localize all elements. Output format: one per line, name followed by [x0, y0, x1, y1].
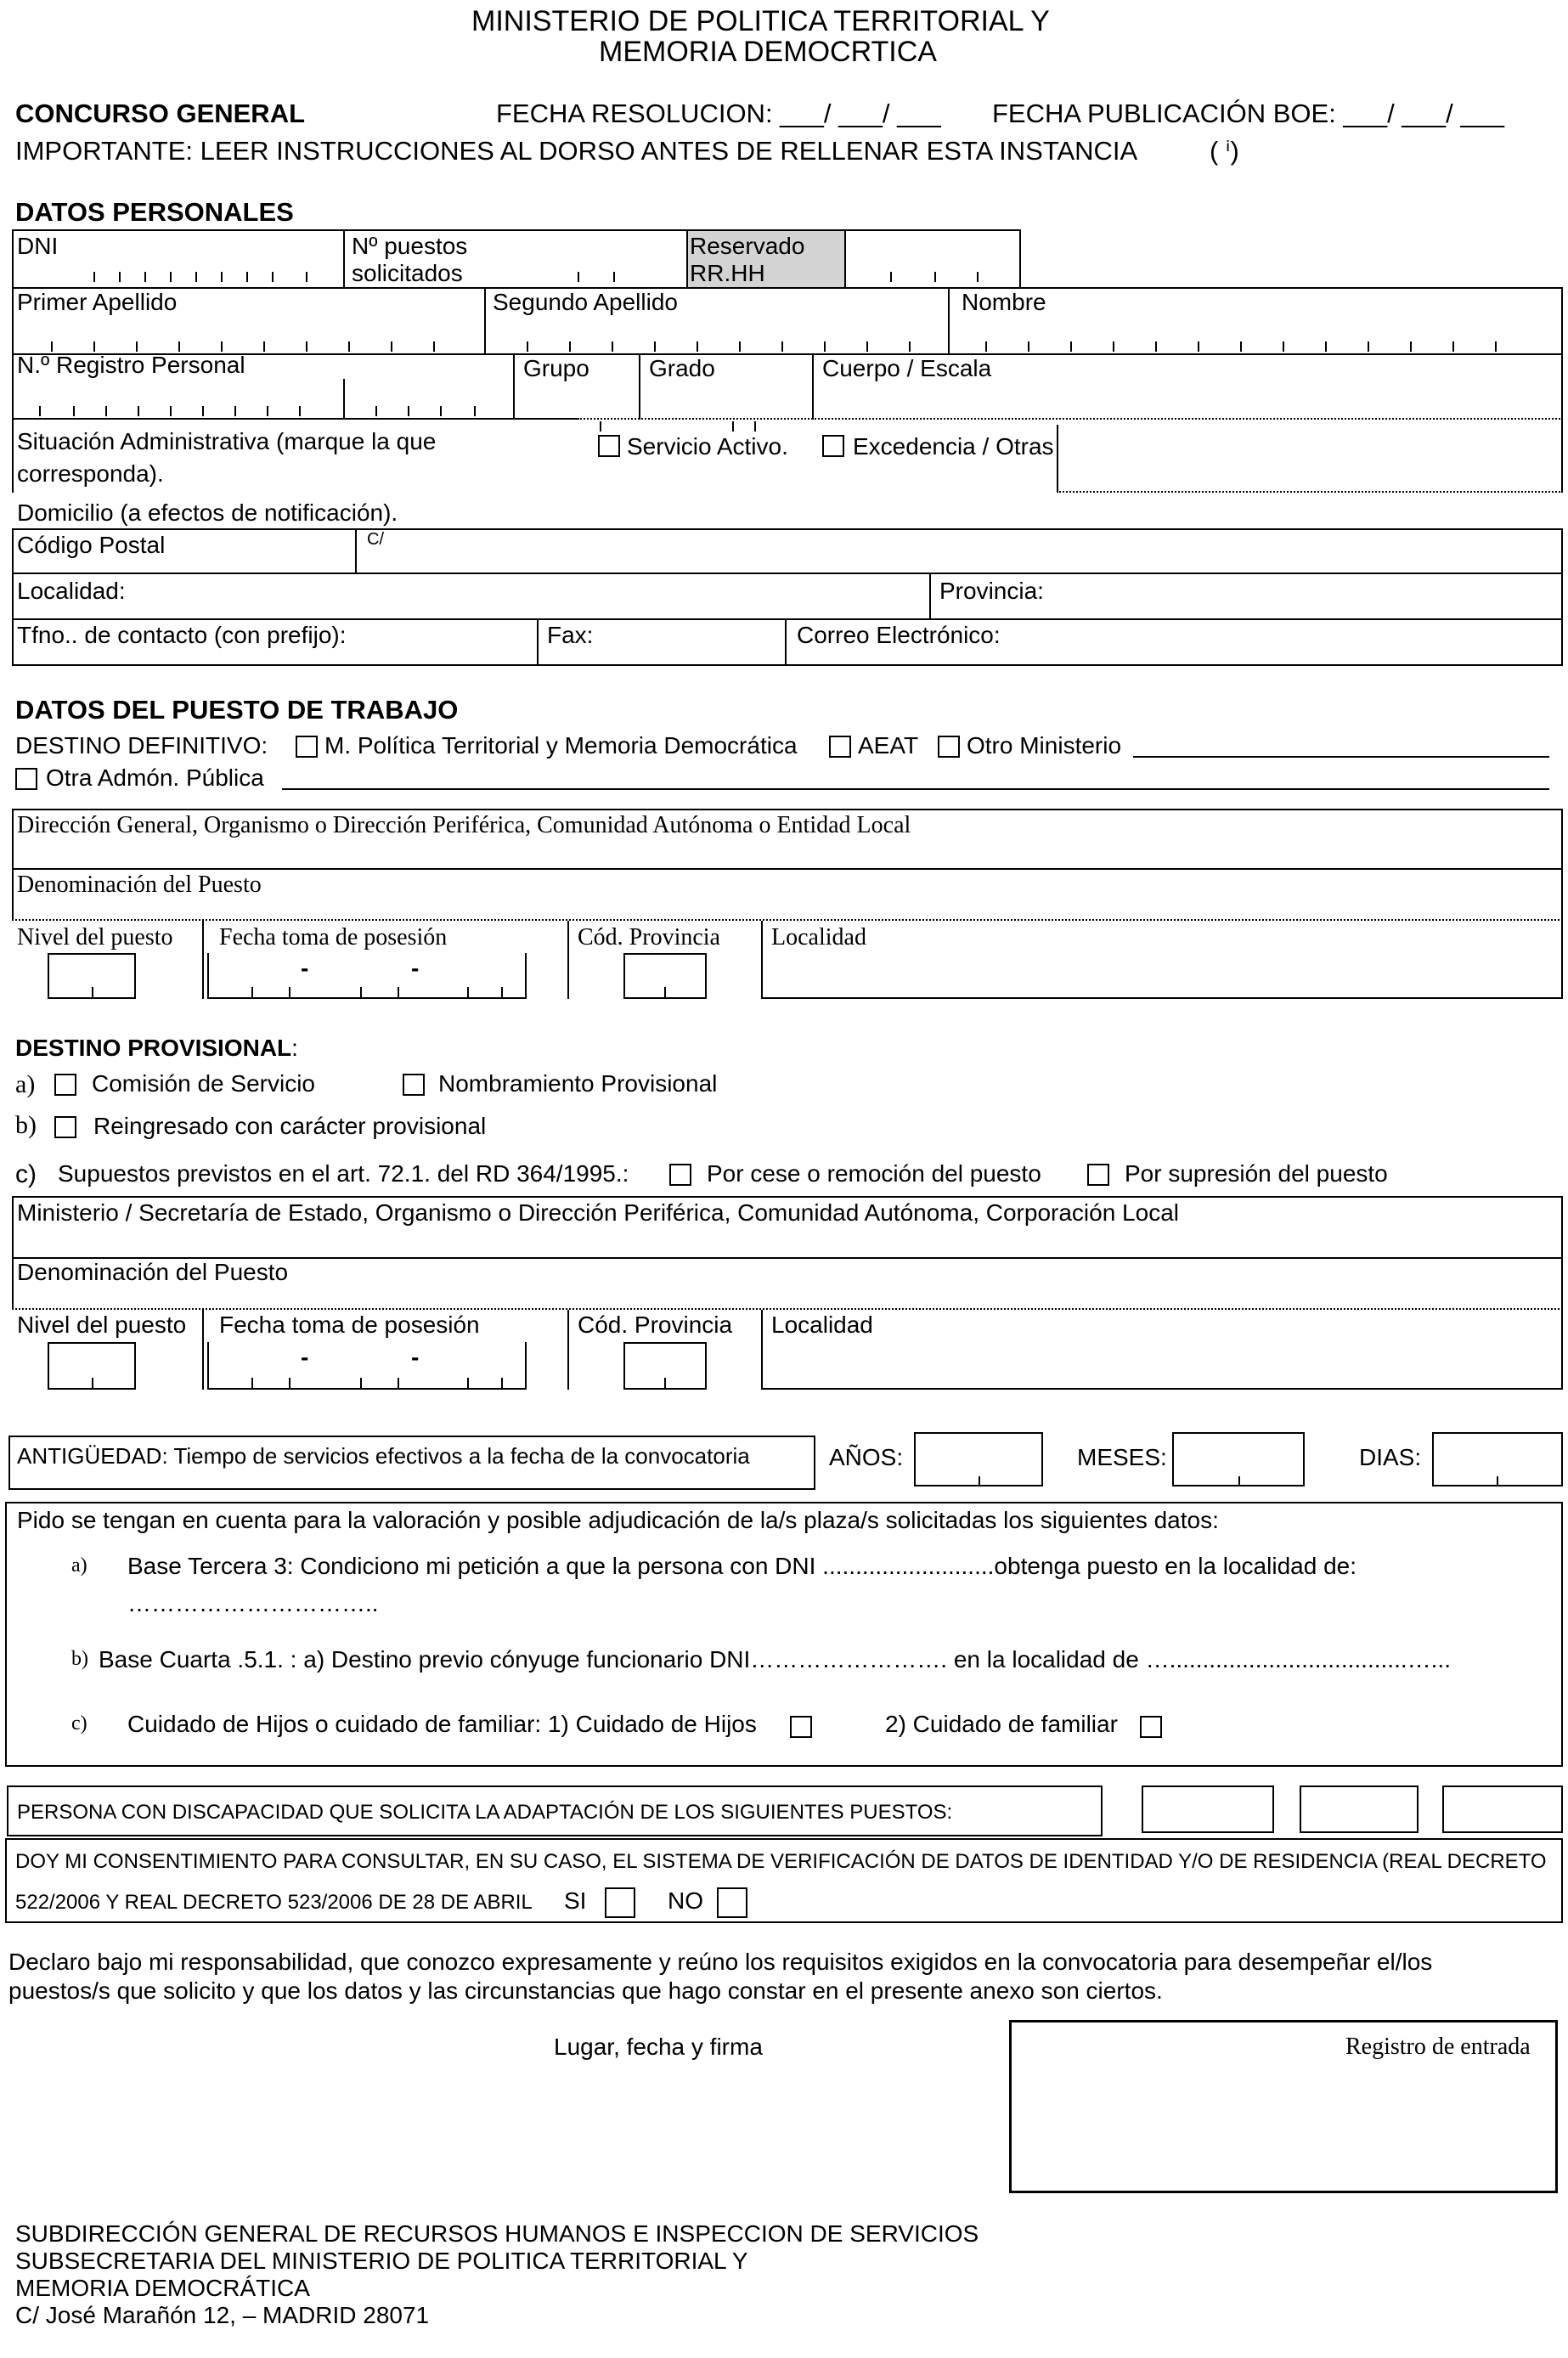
cod-provincia-prov-label: Cód. Provincia — [578, 1312, 733, 1338]
reingresado-checkbox[interactable] — [54, 1116, 76, 1138]
servicio-activo-checkbox[interactable] — [598, 435, 620, 457]
consentimiento-line2: 522/2006 Y REAL DECRETO 523/2006 DE 28 DE ABRIL — [15, 1891, 533, 1914]
cuidado-familiar-checkbox[interactable] — [1140, 1716, 1162, 1738]
reservado-rrhh-label-l2: RR.HH — [690, 260, 765, 286]
excedencia-checkbox[interactable] — [822, 435, 844, 457]
correo-label: Correo Electrónico: — [797, 622, 1001, 648]
localidad-label: Localidad: — [17, 578, 126, 604]
datos-personales-title: DATOS PERSONALES — [15, 197, 294, 227]
excedencia-label: Excedencia / Otras — [853, 433, 1054, 460]
otra-admon-label: Otra Admón. Pública — [46, 764, 264, 791]
cuidado-hijos-checkbox[interactable] — [790, 1716, 812, 1738]
footer-line1: SUBDIRECCIÓN GENERAL DE RECURSOS HUMANOS E INSPECCION DE SERVICIOS — [15, 2220, 979, 2247]
segundo-apellido-label: Segundo Apellido — [493, 289, 678, 315]
destino-provisional-text: DESTINO PROVISIONAL — [15, 1035, 292, 1061]
valoracion-a-label: a) — [71, 1554, 87, 1577]
antiguedad-label: ANTIGÜEDAD: Tiempo de servicios efectivos a la fecha de la convocatoria — [17, 1443, 750, 1469]
ministry-title-line1: MINISTERIO DE POLITICA TERRITORIAL Y — [471, 5, 1050, 37]
declaracion-line1: Declaro bajo mi responsabilidad, que conozco expresamente y reúno los requisitos exigidos en la convocatoria para desempeñar el/los — [8, 1949, 1433, 1975]
valoracion-a-text[interactable]: Base Tercera 3: Condiciono mi petición a que la persona con DNI ..........................obtenga puesto en la localidad de: — [127, 1553, 1356, 1579]
discapacidad-puesto-2[interactable] — [1300, 1785, 1419, 1833]
reservado-rrhh-label-l1: Reservado — [690, 233, 805, 259]
grupo-label: Grupo — [523, 355, 589, 381]
fecha-toma-prov-input[interactable] — [207, 1342, 527, 1390]
fecha-dash-2: - — [411, 955, 420, 981]
comision-servicio-label: Comisión de Servicio — [92, 1070, 315, 1097]
ministerio-checkbox[interactable] — [296, 736, 318, 758]
cuerpo-escala-label: Cuerpo / Escala — [822, 355, 992, 381]
fecha-publicacion-boe[interactable]: FECHA PUBLICACIÓN BOE: ___/ ___/ ___ — [992, 99, 1505, 128]
destino-provisional-colon: : — [291, 1035, 298, 1061]
cod-provincia-label: Cód. Provincia — [578, 924, 720, 951]
reingresado-label: Reingresado con carácter provisional — [93, 1113, 487, 1139]
supresion-label: Por supresión del puesto — [1125, 1160, 1388, 1187]
datos-puesto-title: DATOS DEL PUESTO DE TRABAJO — [15, 695, 459, 725]
meses-label: MESES: — [1077, 1444, 1167, 1470]
importante-footnote-ref: ( ⁱ) — [1210, 136, 1239, 166]
fecha-toma-prov-label: Fecha toma de posesión — [219, 1312, 480, 1338]
comision-servicio-checkbox[interactable] — [54, 1074, 76, 1096]
domicilio-label: Domicilio (a efectos de notificación). — [17, 499, 398, 526]
fecha-toma-label: Fecha toma de posesión — [219, 924, 448, 951]
otra-admon-checkbox[interactable] — [15, 768, 37, 790]
denominacion-label: Denominación del Puesto — [17, 872, 262, 898]
ministry-title-line2: MEMORIA DEMOCRTICA — [599, 36, 937, 68]
primer-apellido-label: Primer Apellido — [17, 289, 178, 315]
option-b-label: b) — [15, 1111, 37, 1139]
localidad-puesto-label: Localidad — [771, 924, 866, 951]
destino-definitivo-label: DESTINO DEFINITIVO: — [15, 732, 268, 759]
ministerio-secretaria-label: Ministerio / Secretaría de Estado, Organismo o Dirección Periférica, Comunidad Autónoma, Corporación Local — [17, 1199, 1179, 1226]
fecha-resolucion[interactable]: FECHA RESOLUCION: ___/ ___/ ___ — [496, 99, 941, 128]
aeat-option-label: AEAT — [858, 732, 919, 759]
ministerio-option-label: M. Política Territorial y Memoria Democrática — [324, 732, 798, 759]
fecha-prov-dash-2: - — [411, 1344, 420, 1370]
discapacidad-label: PERSONA CON DISCAPACIDAD QUE SOLICITA LA ADAPTACIÓN DE LOS SIGUIENTES PUESTOS: — [17, 1801, 953, 1824]
concurso-general-label: CONCURSO GENERAL — [15, 99, 306, 128]
destino-provisional-title — [15, 1035, 298, 1062]
supuestos-label: Supuestos previstos en el art. 72.1. del RD 364/1995.: — [58, 1160, 629, 1187]
nivel-prov-label: Nivel del puesto — [17, 1312, 187, 1338]
option-a-label: a) — [15, 1070, 36, 1098]
no-label: NO — [668, 1887, 703, 1914]
importante-notice: IMPORTANTE: LEER INSTRUCCIONES AL DORSO ANTES DE RELLENAR ESTA INSTANCIA — [15, 136, 1138, 166]
no-checkbox[interactable] — [717, 1887, 747, 1918]
valoracion-b-text[interactable]: Base Cuarta .5.1. : a) Destino previo cónyuge funcionario DNI……………………. en la localidad de …....................................…... — [99, 1646, 1451, 1673]
registro-personal-label: N.º Registro Personal — [17, 352, 245, 378]
telefono-label: Tfno.. de contacto (con prefijo): — [17, 622, 347, 648]
puestos-solicitados-label-l2: solicitados — [352, 260, 463, 286]
otra-admon-line[interactable] — [282, 788, 1549, 790]
denominacion-prov-label: Denominación del Puesto — [17, 1259, 289, 1285]
fax-label: Fax: — [547, 622, 594, 648]
declaracion-line2: puestos/s que solicito y que los datos y las circunstancias que hago constar en el presente anexo son ciertos. — [8, 1977, 1163, 2004]
calle-label: C/ — [367, 530, 384, 549]
discapacidad-puesto-1[interactable] — [1142, 1785, 1274, 1833]
valoracion-c-label: c) — [71, 1712, 87, 1735]
valoracion-b-label: b) — [71, 1648, 88, 1670]
otro-ministerio-label: Otro Ministerio — [967, 732, 1122, 759]
footer-line3: MEMORIA DEMOCRÁTICA — [15, 2275, 310, 2301]
cese-label: Por cese o remoción del puesto — [707, 1160, 1041, 1187]
aeat-checkbox[interactable] — [829, 736, 851, 758]
nombramiento-checkbox[interactable] — [403, 1074, 425, 1096]
direccion-general-label: Dirección General, Organismo o Dirección Periférica, Comunidad Autónoma o Entidad Local — [17, 812, 911, 838]
anos-label: AÑOS: — [829, 1444, 904, 1470]
footer-line4: C/ José Marañón 12, – MADRID 28071 — [15, 2302, 430, 2328]
nivel-puesto-label: Nivel del puesto — [17, 924, 173, 951]
provincia-label: Provincia: — [939, 578, 1044, 604]
si-label: SI — [564, 1887, 587, 1914]
situacion-label-l1: Situación Administrativa (marque la que — [17, 428, 437, 454]
consentimiento-line1: DOY MI CONSENTIMIENTO PARA CONSULTAR, EN SU CASO, EL SISTEMA DE VERIFICACIÓN DE DATOS DE IDENTIDAD Y/O DE RESIDENCIA (REAL DECRETO — [15, 1850, 1547, 1873]
localidad-prov-label: Localidad — [771, 1312, 873, 1338]
discapacidad-puesto-3[interactable] — [1442, 1785, 1563, 1833]
option-c-label: c) — [15, 1160, 37, 1188]
dias-label: DIAS: — [1359, 1444, 1422, 1470]
otro-ministerio-line[interactable] — [1133, 756, 1549, 758]
situacion-label-l2: corresponda). — [17, 460, 164, 487]
fecha-dash-1: - — [301, 955, 309, 981]
nombramiento-label: Nombramiento Provisional — [438, 1070, 718, 1097]
valoracion-c-text: Cuidado de Hijos o cuidado de familiar: 1) Cuidado de Hijos — [127, 1711, 757, 1737]
lugar-fecha-firma-label: Lugar, fecha y firma — [554, 2034, 763, 2060]
otro-ministerio-checkbox[interactable] — [938, 736, 960, 758]
grado-label: Grado — [649, 355, 715, 381]
servicio-activo-label: Servicio Activo. — [627, 433, 788, 460]
codigo-postal-label: Código Postal — [17, 532, 166, 558]
fecha-prov-dash-1: - — [301, 1344, 309, 1370]
valoracion-intro: Pido se tengan en cuenta para la valoración y posible adjudicación de la/s plaza/s solicitadas los siguientes datos: — [17, 1507, 1219, 1533]
nombre-label: Nombre — [962, 289, 1046, 315]
registro-entrada-label: Registro de entrada — [1345, 2034, 1531, 2060]
cuidado-familiar-label: 2) Cuidado de familiar — [885, 1711, 1118, 1737]
cese-checkbox[interactable] — [669, 1164, 691, 1186]
footer-line2: SUBSECRETARIA DEL MINISTERIO DE POLITICA TERRITORIAL Y — [15, 2248, 748, 2274]
dni-label: DNI — [17, 233, 59, 259]
fecha-toma-input[interactable] — [207, 953, 527, 999]
supresion-checkbox[interactable] — [1087, 1164, 1109, 1186]
valoracion-a-continuation[interactable]: ………………………….. — [127, 1590, 379, 1616]
puestos-solicitados-label-l1: Nº puestos — [352, 233, 468, 259]
si-checkbox[interactable] — [605, 1887, 635, 1918]
